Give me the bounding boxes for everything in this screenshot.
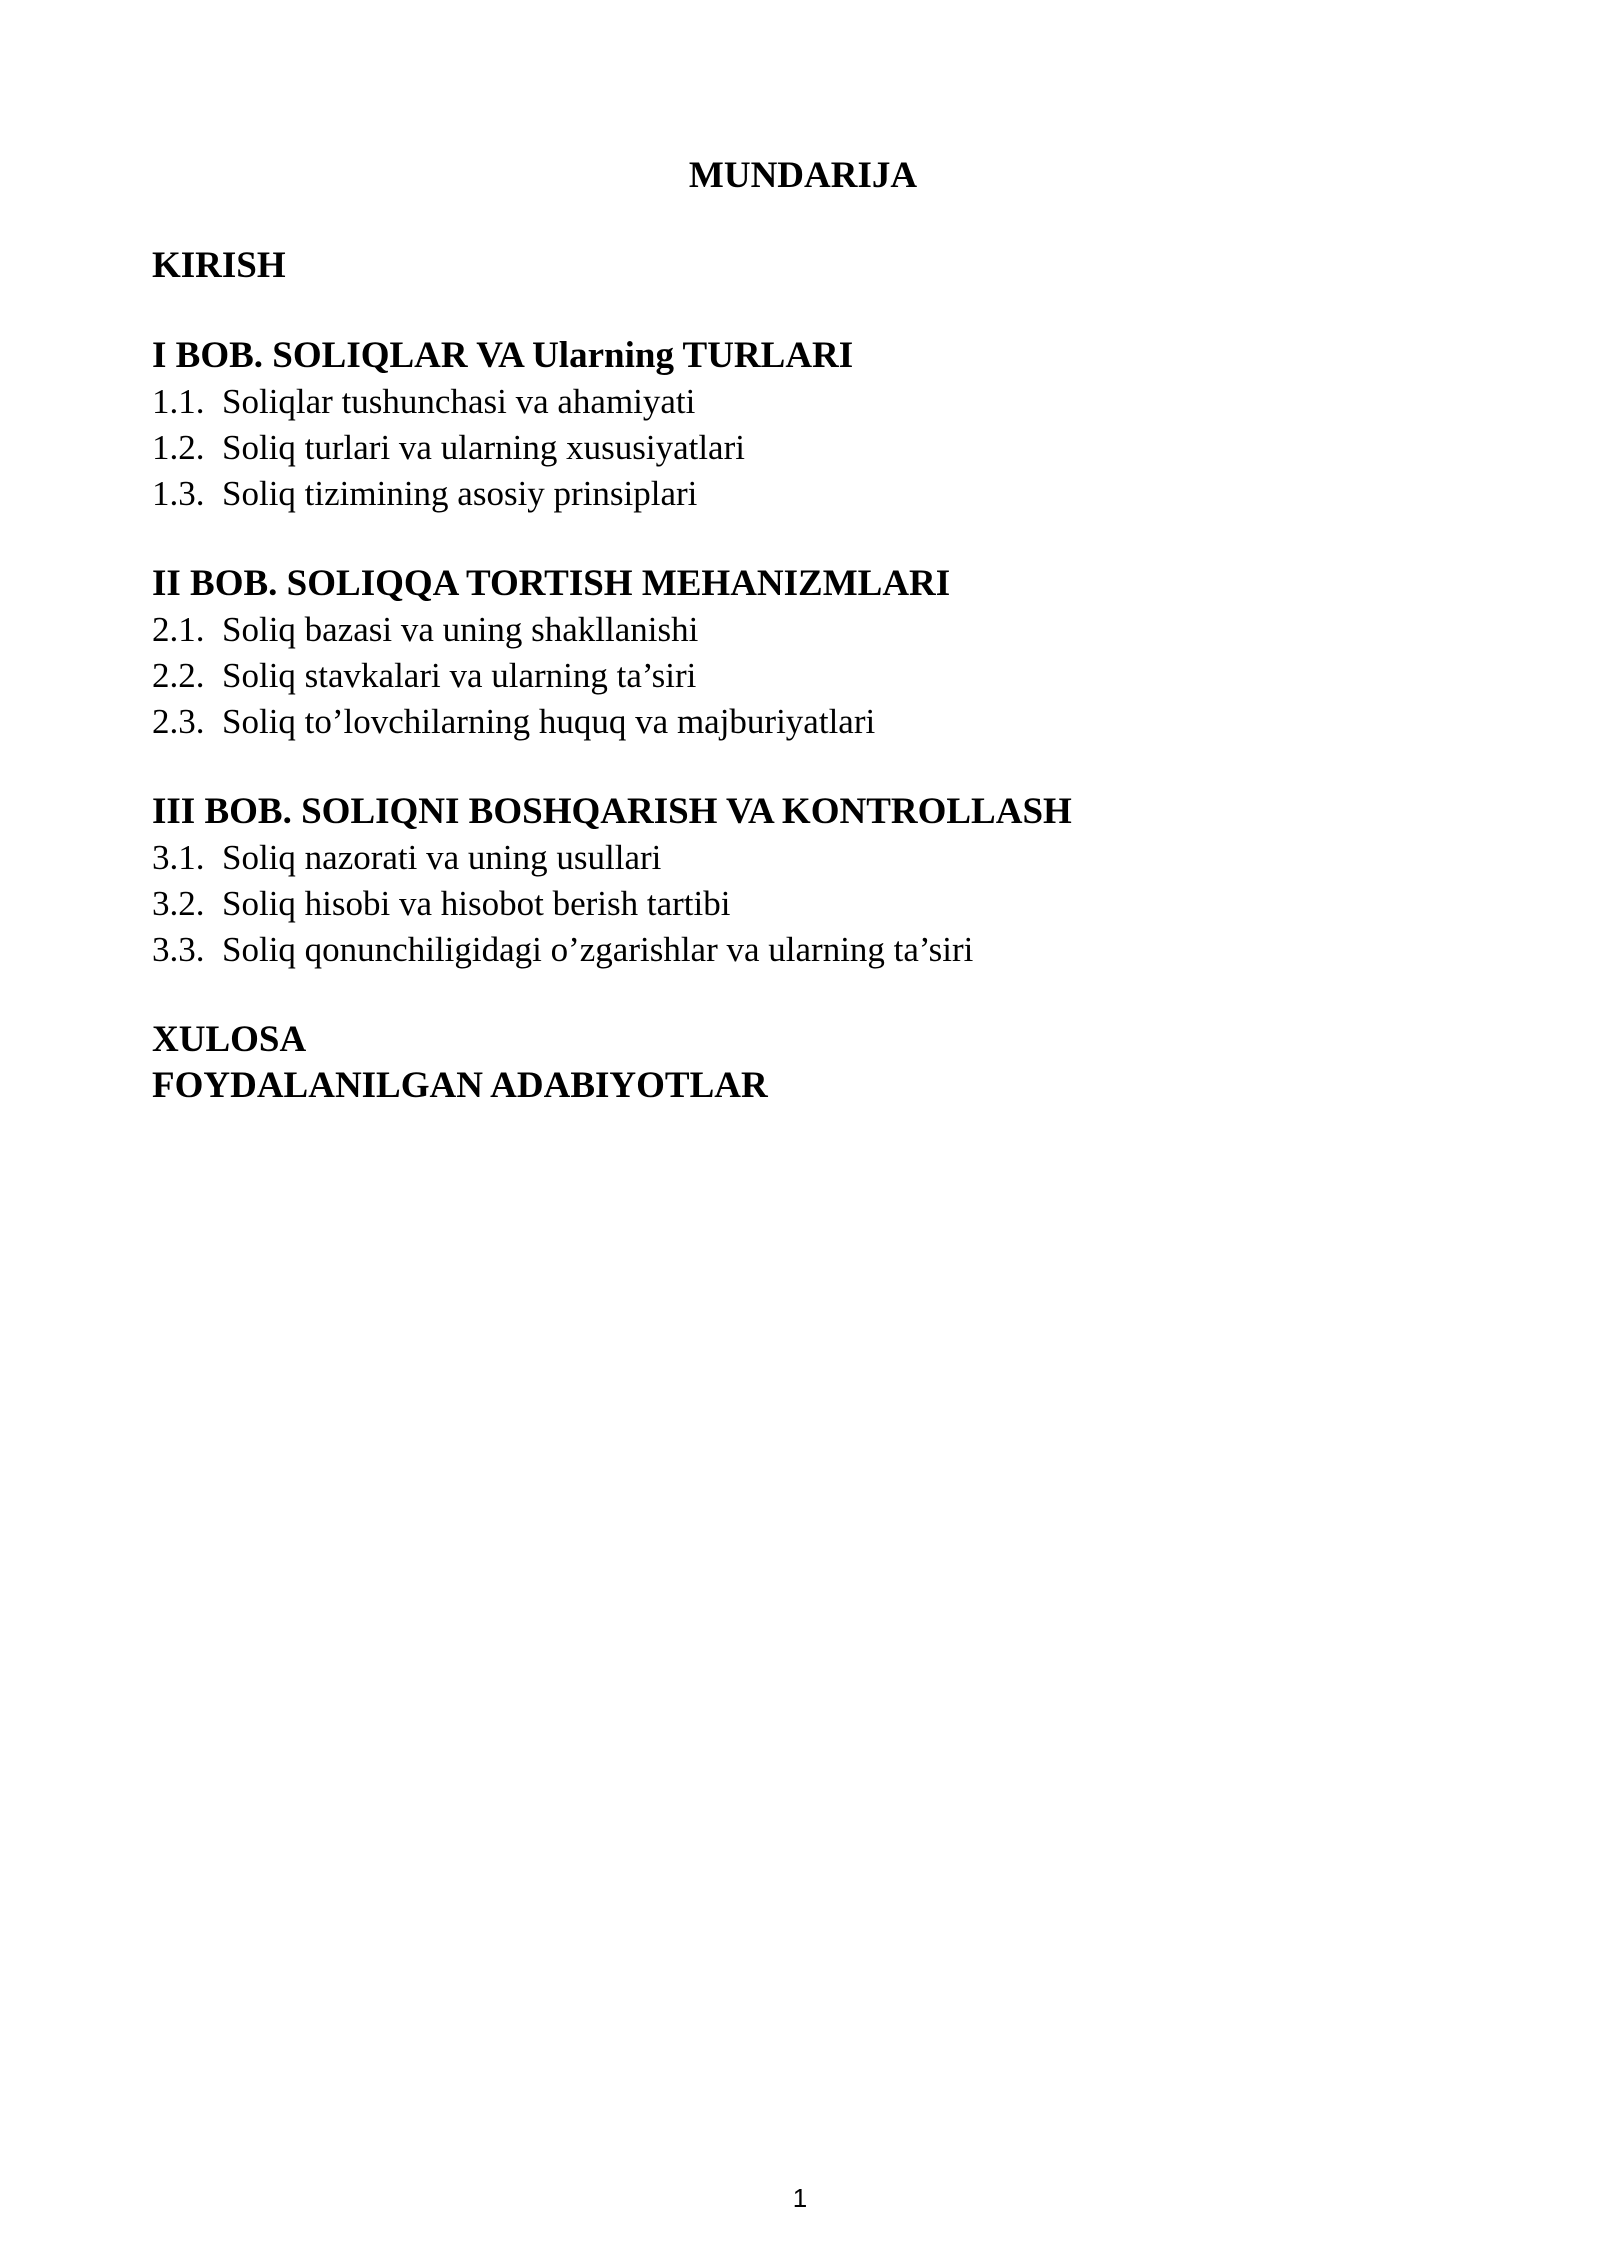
toc-item-number: 1.3. [152,474,205,513]
toc-item-text: Soliq nazorati va uning usullari [222,838,662,877]
toc-item-number: 2.3. [152,702,205,741]
toc-item [152,881,1452,927]
table-of-contents [152,243,1452,1109]
toc-item [152,379,1452,425]
toc-item [152,835,1452,881]
toc-item-text: Soliq tizimining asosiy prinsiplari [222,474,698,513]
toc-item [152,471,1452,517]
toc-item-text: Soliq stavkalari va ularning ta’siri [222,656,697,695]
chapter-1-heading: I BOB. SOLIQLAR VA Ularning TURLARI [152,335,854,376]
toc-title: MUNDARIJA [688,155,918,196]
toc-item-number: 3.2. [152,884,205,923]
toc-item [152,653,1452,699]
toc-item-text: Soliqlar tushunchasi va ahamiyati [222,382,696,421]
toc-item-number: 3.3. [152,930,205,969]
page-number: 1 [792,2183,808,2213]
chapter-3-heading: III BOB. SOLIQNI BOSHQARISH VA KONTROLLASH [152,791,1072,832]
toc-item [152,927,1452,973]
toc-item-number: 1.1. [152,382,205,421]
toc-item-number: 2.1. [152,610,205,649]
toc-item [152,699,1452,745]
chapter-2-heading: II BOB. SOLIQQA TORTISH MEHANIZMLARI [152,563,951,604]
toc-item [152,607,1452,653]
toc-references: FOYDALANILGAN ADABIYOTLAR [152,1065,768,1106]
toc-item [152,425,1452,471]
toc-intro: KIRISH [152,245,286,286]
toc-item-text: Soliq bazasi va uning shakllanishi [222,610,699,649]
toc-item-text: Soliq qonunchiligidagi o’zgarishlar va ularning ta’siri [222,930,974,969]
toc-item-number: 3.1. [152,838,205,877]
toc-item-text: Soliq to’lovchilarning huquq va majburiyatlari [222,702,876,741]
toc-item-number: 2.2. [152,656,205,695]
toc-item-text: Soliq turlari va ularning xususiyatlari [222,428,745,467]
toc-item-text: Soliq hisobi va hisobot berish tartibi [222,884,731,923]
toc-item-number: 1.2. [152,428,205,467]
toc-conclusion: XULOSA [152,1019,307,1060]
